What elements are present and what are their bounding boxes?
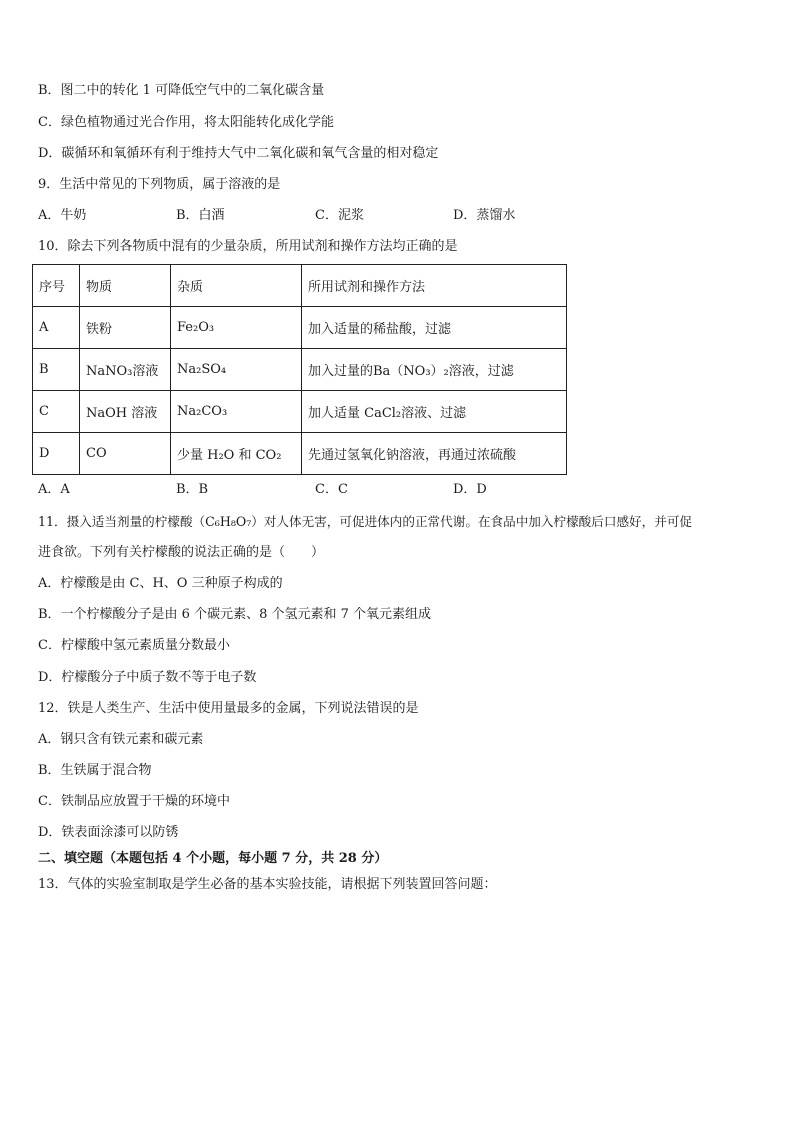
table-cell-substance: NaOH 溶液	[80, 391, 171, 433]
table-cell-id: B	[33, 349, 80, 391]
section-title: 二、填空题（本题包括 4 个小题，每小题 7 分，共 28 分）	[38, 851, 388, 866]
q10-option-c: C．C	[315, 482, 348, 497]
table-cell-impurity: Fe₂O₃	[171, 307, 302, 349]
q11-option-b: B．一个柠檬酸分子是由 6 个碳元素、8 个氢元素和 7 个氧元素组成	[38, 607, 432, 622]
table-cell-impurity: Na₂CO₃	[171, 391, 302, 433]
table-header-cell: 序号	[33, 265, 80, 307]
q9-option-c: C．泥浆	[315, 208, 364, 223]
table-row	[33, 391, 567, 433]
q10-stem: 10．除去下列各物质中混有的少量杂质，所用试剂和操作方法均正确的是	[38, 239, 458, 254]
q13-stem: 13．气体的实验室制取是学生必备的基本实验技能，请根据下列装置回答问题：	[38, 877, 497, 892]
table-header-cell: 杂质	[171, 265, 302, 307]
q10-table	[32, 264, 567, 475]
table-cell-id: A	[33, 307, 80, 349]
table-cell-method: 加入适量的稀盐酸，过滤	[302, 307, 567, 349]
table-cell-substance: 铁粉	[80, 307, 171, 349]
q10-option-a: A．A	[38, 482, 70, 497]
table-cell-id: D	[33, 433, 80, 475]
q11-option-d: D．柠檬酸分子中质子数不等于电子数	[38, 670, 257, 685]
q8-option-c: C．绿色植物通过光合作用，将太阳能转化成化学能	[38, 115, 334, 130]
table-cell-substance: CO	[80, 433, 171, 475]
q9-option-a: A．牛奶	[38, 208, 87, 223]
q8-option-d: D．碳循环和氧循环有利于维持大气中二氧化碳和氧气含量的相对稳定	[38, 146, 439, 161]
table-cell-method: 先通过氢氧化钠溶液，再通过浓硫酸	[302, 433, 567, 475]
table-cell-substance: NaNO₃溶液	[80, 349, 171, 391]
q10-option-b: B．B	[176, 482, 209, 497]
q11-stem-line1: 11．摄入适当剂量的柠檬酸（C₆H₈O₇）对人体无害，可促进体内的正常代谢。在食品中加入柠檬酸后口感好，并可促	[38, 514, 693, 529]
q11-option-c: C．柠檬酸中氢元素质量分数最小	[38, 638, 230, 653]
table-row	[33, 349, 567, 391]
q12-option-a: A．钢只含有铁元素和碳元素	[38, 732, 204, 747]
table-cell-method: 加人适量 CaCl₂溶液、过滤	[302, 391, 567, 433]
table-row	[33, 307, 567, 349]
q12-option-d: D．铁表面涂漆可以防锈	[38, 825, 179, 840]
table-header-cell: 物质	[80, 265, 171, 307]
table-header-cell: 所用试剂和操作方法	[302, 265, 567, 307]
q11-option-a: A．柠檬酸是由 C、H、O 三种原子构成的	[38, 576, 283, 591]
q11-stem-line2: 进食欲。下列有关柠檬酸的说法正确的是（ ）	[38, 545, 325, 560]
table-row	[33, 433, 567, 475]
q10-option-d: D．D	[453, 482, 487, 497]
table-cell-impurity: 少量 H₂O 和 CO₂	[171, 433, 302, 475]
q9-option-d: D．蒸馏水	[453, 208, 516, 223]
table-header-row	[33, 265, 567, 307]
q12-option-c: C．铁制品应放置于干燥的环境中	[38, 794, 230, 809]
table-cell-method: 加入过量的Ba（NO₃）₂溶液，过滤	[302, 349, 567, 391]
q8-option-b: B．图二中的转化 1 可降低空气中的二氧化碳含量	[38, 83, 325, 98]
q12-option-b: B．生铁属于混合物	[38, 763, 152, 778]
table-cell-id: C	[33, 391, 80, 433]
q12-stem: 12．铁是人类生产、生活中使用量最多的金属，下列说法错误的是	[38, 701, 419, 716]
table-cell-impurity: Na₂SO₄	[171, 349, 302, 391]
q9-stem: 9．生活中常见的下列物质，属于溶液的是	[38, 177, 281, 192]
q9-option-b: B．白酒	[176, 208, 225, 223]
